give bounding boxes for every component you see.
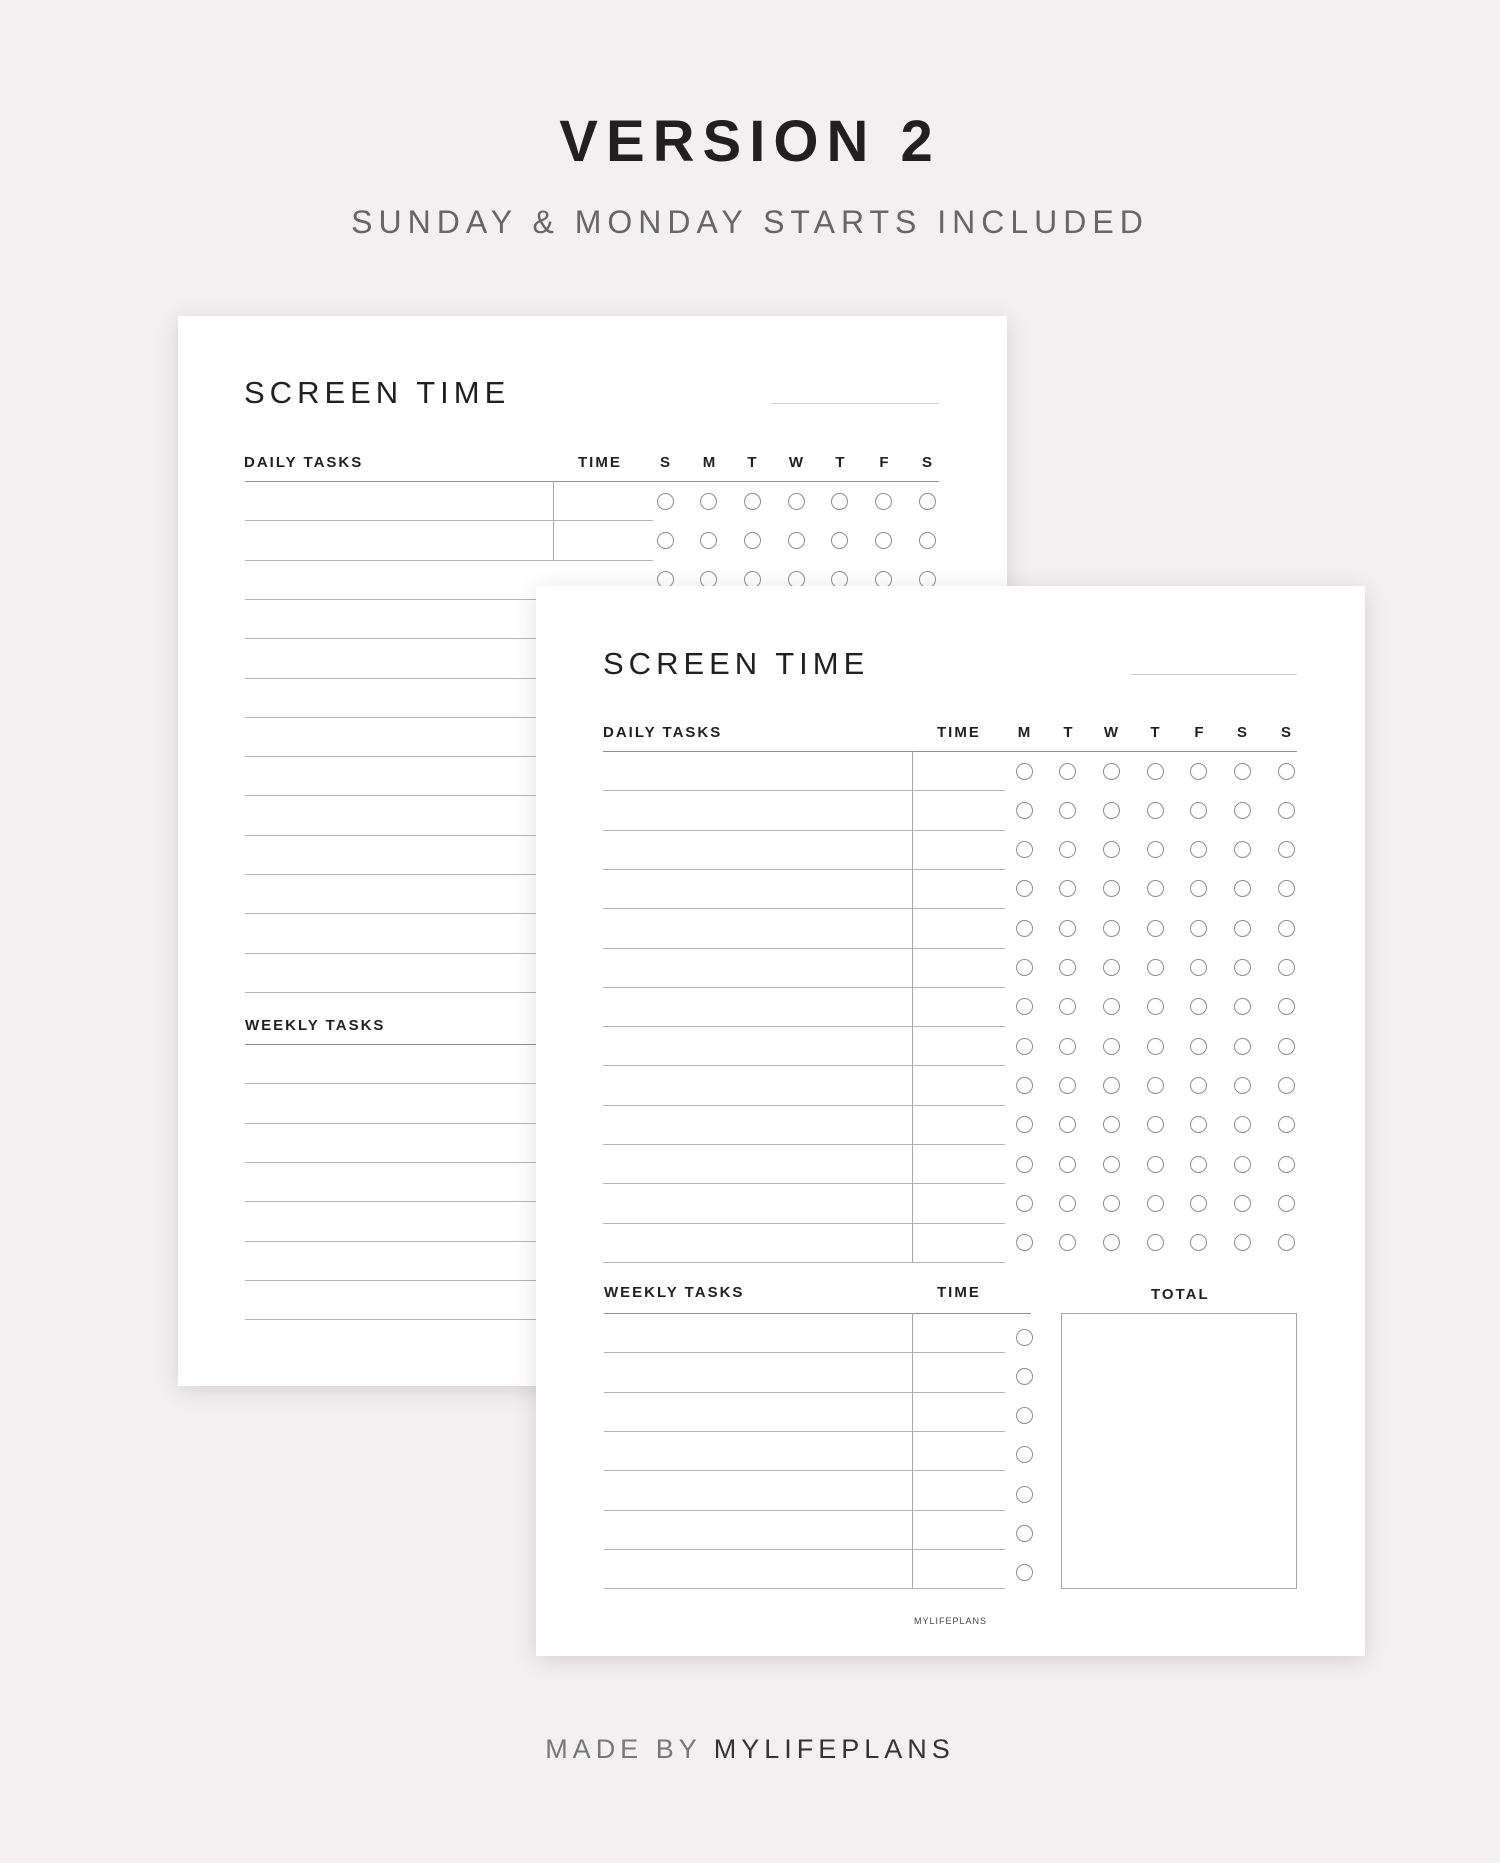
habit-checkbox[interactable] <box>1234 998 1251 1015</box>
habit-checkbox[interactable] <box>1278 1156 1295 1173</box>
habit-checkbox[interactable] <box>1190 802 1207 819</box>
day-header: W <box>788 454 804 471</box>
habit-checkbox[interactable] <box>1103 802 1120 819</box>
habit-checkbox[interactable] <box>1147 998 1164 1015</box>
weekly-checkbox[interactable] <box>1016 1525 1033 1542</box>
habit-checkbox[interactable] <box>788 493 805 510</box>
daily-task-line[interactable] <box>603 869 1005 870</box>
habit-checkbox[interactable] <box>1059 1038 1076 1055</box>
habit-checkbox[interactable] <box>1147 1156 1164 1173</box>
habit-checkbox[interactable] <box>1103 920 1120 937</box>
habit-checkbox[interactable] <box>1103 1234 1120 1251</box>
habit-checkbox[interactable] <box>1278 841 1295 858</box>
habit-checkbox[interactable] <box>1278 1234 1295 1251</box>
weekly-checkbox[interactable] <box>1016 1407 1033 1424</box>
habit-checkbox[interactable] <box>1016 1077 1033 1094</box>
habit-checkbox[interactable] <box>1016 763 1033 780</box>
day-header: S <box>1236 724 1247 741</box>
habit-checkbox[interactable] <box>1234 841 1251 858</box>
habit-checkbox[interactable] <box>1278 1116 1295 1133</box>
habit-checkbox[interactable] <box>1278 1195 1295 1212</box>
habit-checkbox[interactable] <box>1059 880 1076 897</box>
habit-checkbox[interactable] <box>1234 920 1251 937</box>
habit-checkbox[interactable] <box>1278 1038 1295 1055</box>
day-header: S <box>659 454 670 471</box>
day-header: M <box>702 454 716 471</box>
habit-checkbox[interactable] <box>1190 1234 1207 1251</box>
habit-checkbox[interactable] <box>1147 920 1164 937</box>
habit-checkbox[interactable] <box>1016 1038 1033 1055</box>
habit-checkbox[interactable] <box>1103 841 1120 858</box>
habit-checkbox[interactable] <box>1103 1195 1120 1212</box>
daily-task-line[interactable] <box>603 948 1005 949</box>
habit-checkbox[interactable] <box>1190 998 1207 1015</box>
habit-checkbox[interactable] <box>1234 880 1251 897</box>
habit-checkbox[interactable] <box>1190 1038 1207 1055</box>
habit-checkbox[interactable] <box>1278 998 1295 1015</box>
habit-checkbox[interactable] <box>1059 1156 1076 1173</box>
day-header: T <box>1063 724 1073 741</box>
weekly-time-divider <box>912 1313 913 1588</box>
weekly-task-line[interactable] <box>604 1392 1005 1393</box>
weekly-tasks-label: WEEKLY TASKS <box>245 1017 386 1034</box>
habit-checkbox[interactable] <box>657 532 674 549</box>
habit-checkbox[interactable] <box>1059 920 1076 937</box>
habit-checkbox[interactable] <box>1016 841 1033 858</box>
habit-checkbox[interactable] <box>1016 880 1033 897</box>
habit-checkbox[interactable] <box>1147 1077 1164 1094</box>
daily-task-line[interactable] <box>603 1223 1005 1224</box>
habit-checkbox[interactable] <box>1190 1077 1207 1094</box>
weekly-checkbox[interactable] <box>1016 1368 1033 1385</box>
habit-checkbox[interactable] <box>1278 802 1295 819</box>
weekly-checkbox[interactable] <box>1016 1486 1033 1503</box>
day-header: T <box>1150 724 1160 741</box>
daily-header-rule <box>245 481 939 482</box>
daily-task-line[interactable] <box>603 987 1005 988</box>
habit-checkbox[interactable] <box>1278 959 1295 976</box>
daily-tasks-label: DAILY TASKS <box>244 454 364 471</box>
habit-checkbox[interactable] <box>1147 763 1164 780</box>
habit-checkbox[interactable] <box>1016 802 1033 819</box>
habit-checkbox[interactable] <box>1147 1116 1164 1133</box>
day-header: M <box>1017 724 1031 741</box>
daily-tasks-label: DAILY TASKS <box>603 724 723 741</box>
title-date-line <box>1131 674 1297 675</box>
day-header: S <box>1280 724 1291 741</box>
habit-checkbox[interactable] <box>1147 1234 1164 1251</box>
time-cell-line[interactable] <box>553 560 648 561</box>
habit-checkbox[interactable] <box>919 493 936 510</box>
habit-checkbox[interactable] <box>1147 802 1164 819</box>
habit-checkbox[interactable] <box>1190 1116 1207 1133</box>
habit-checkbox[interactable] <box>1147 841 1164 858</box>
weekly-task-line[interactable] <box>604 1510 1005 1511</box>
habit-checkbox[interactable] <box>1103 1156 1120 1173</box>
habit-checkbox[interactable] <box>919 532 936 549</box>
habit-checkbox[interactable] <box>1234 802 1251 819</box>
habit-checkbox[interactable] <box>1059 802 1076 819</box>
habit-checkbox[interactable] <box>875 532 892 549</box>
sheet-brand: MYLIFEPLANS <box>914 1616 988 1626</box>
habit-checkbox[interactable] <box>1016 920 1033 937</box>
weekly-time-label: TIME <box>937 1284 981 1301</box>
habit-checkbox[interactable] <box>1278 763 1295 780</box>
habit-checkbox[interactable] <box>1190 920 1207 937</box>
habit-checkbox[interactable] <box>1190 959 1207 976</box>
day-header: F <box>1194 724 1204 741</box>
daily-task-line[interactable] <box>603 1262 1005 1263</box>
time-label: TIME <box>937 724 981 741</box>
weekly-tasks-label: WEEKLY TASKS <box>604 1284 745 1301</box>
weekly-task-line[interactable] <box>604 1549 1005 1550</box>
footer-prefix: MADE BY <box>545 1734 702 1764</box>
habit-checkbox[interactable] <box>1059 1116 1076 1133</box>
habit-checkbox[interactable] <box>1059 1195 1076 1212</box>
habit-checkbox[interactable] <box>788 532 805 549</box>
habit-checkbox[interactable] <box>1103 1038 1120 1055</box>
habit-checkbox[interactable] <box>1016 998 1033 1015</box>
front-planner-sheet <box>536 586 1365 1656</box>
time-column-divider <box>912 751 913 1262</box>
habit-checkbox[interactable] <box>700 532 717 549</box>
habit-checkbox[interactable] <box>1234 1077 1251 1094</box>
habit-checkbox[interactable] <box>1234 1116 1251 1133</box>
daily-task-line[interactable] <box>603 1026 1005 1027</box>
weekly-checkbox[interactable] <box>1016 1446 1033 1463</box>
weekly-header-rule <box>604 1313 1031 1314</box>
day-header: T <box>835 454 845 471</box>
header-title: VERSION 2 <box>559 109 941 174</box>
habit-checkbox[interactable] <box>1234 1038 1251 1055</box>
habit-checkbox[interactable] <box>1190 1195 1207 1212</box>
habit-checkbox[interactable] <box>700 493 717 510</box>
daily-task-line[interactable] <box>603 1144 1005 1145</box>
habit-checkbox[interactable] <box>1278 1077 1295 1094</box>
habit-checkbox[interactable] <box>1016 1195 1033 1212</box>
habit-checkbox[interactable] <box>1147 959 1164 976</box>
habit-checkbox[interactable] <box>1059 763 1076 780</box>
total-box[interactable] <box>1061 1313 1297 1589</box>
daily-task-line[interactable] <box>603 1105 1005 1106</box>
habit-checkbox[interactable] <box>1059 1077 1076 1094</box>
daily-header-rule <box>603 751 1297 752</box>
habit-checkbox[interactable] <box>1016 1116 1033 1133</box>
habit-checkbox[interactable] <box>1059 998 1076 1015</box>
habit-checkbox[interactable] <box>1016 1156 1033 1173</box>
daily-task-line[interactable] <box>603 1065 1005 1066</box>
day-header: W <box>1103 724 1119 741</box>
habit-checkbox[interactable] <box>1103 763 1120 780</box>
habit-checkbox[interactable] <box>1278 920 1295 937</box>
day-header: S <box>921 454 932 471</box>
habit-checkbox[interactable] <box>1147 880 1164 897</box>
habit-checkbox[interactable] <box>1147 1038 1164 1055</box>
habit-checkbox[interactable] <box>1147 1195 1164 1212</box>
habit-checkbox[interactable] <box>657 493 674 510</box>
habit-checkbox[interactable] <box>1190 880 1207 897</box>
time-label: TIME <box>578 454 622 471</box>
habit-checkbox[interactable] <box>875 493 892 510</box>
habit-checkbox[interactable] <box>1190 841 1207 858</box>
time-cell-line[interactable] <box>553 520 648 521</box>
weekly-task-line[interactable] <box>604 1431 1005 1432</box>
header-subtitle: SUNDAY & MONDAY STARTS INCLUDED <box>351 204 1149 240</box>
habit-checkbox[interactable] <box>1234 959 1251 976</box>
day-header: F <box>879 454 889 471</box>
habit-checkbox[interactable] <box>744 532 761 549</box>
daily-task-line[interactable] <box>603 830 1005 831</box>
sheet-title: SCREEN TIME <box>603 646 870 681</box>
daily-task-line[interactable] <box>603 790 1005 791</box>
habit-checkbox[interactable] <box>1103 880 1120 897</box>
footer-brand: MYLIFEPLANS <box>713 1734 955 1764</box>
daily-task-line[interactable] <box>603 1183 1005 1184</box>
habit-checkbox[interactable] <box>1016 959 1033 976</box>
total-label: TOTAL <box>1151 1286 1210 1303</box>
habit-checkbox[interactable] <box>1103 998 1120 1015</box>
habit-checkbox[interactable] <box>1190 763 1207 780</box>
habit-checkbox[interactable] <box>1234 1156 1251 1173</box>
habit-checkbox[interactable] <box>831 493 848 510</box>
habit-checkbox[interactable] <box>1234 1234 1251 1251</box>
sheet-title: SCREEN TIME <box>244 375 511 410</box>
daily-task-line[interactable] <box>603 908 1005 909</box>
weekly-task-line[interactable] <box>604 1588 1005 1589</box>
habit-checkbox[interactable] <box>1103 1116 1120 1133</box>
habit-checkbox[interactable] <box>1059 1234 1076 1251</box>
habit-checkbox[interactable] <box>1059 841 1076 858</box>
habit-checkbox[interactable] <box>831 532 848 549</box>
habit-checkbox[interactable] <box>1103 959 1120 976</box>
habit-checkbox[interactable] <box>1190 1156 1207 1173</box>
habit-checkbox[interactable] <box>1278 880 1295 897</box>
habit-checkbox[interactable] <box>1059 959 1076 976</box>
title-date-line <box>772 403 939 404</box>
habit-checkbox[interactable] <box>744 493 761 510</box>
day-header: T <box>747 454 757 471</box>
habit-checkbox[interactable] <box>1234 1195 1251 1212</box>
footer-credit <box>0 1734 1500 1765</box>
weekly-checkbox[interactable] <box>1016 1329 1033 1346</box>
weekly-checkbox[interactable] <box>1016 1564 1033 1581</box>
habit-checkbox[interactable] <box>1234 763 1251 780</box>
weekly-task-line[interactable] <box>604 1470 1005 1471</box>
habit-checkbox[interactable] <box>1016 1234 1033 1251</box>
habit-checkbox[interactable] <box>1103 1077 1120 1094</box>
weekly-task-line[interactable] <box>604 1352 1005 1353</box>
